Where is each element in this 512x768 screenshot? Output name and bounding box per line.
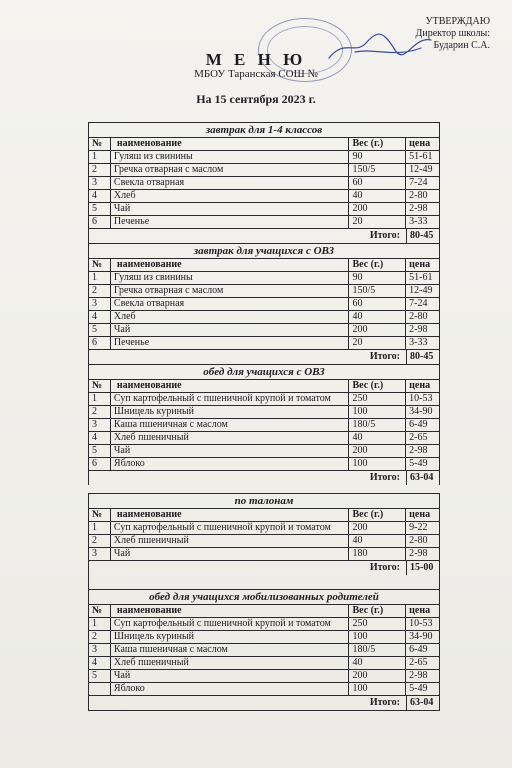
- dish-name: Каша пшеничная с маслом: [111, 419, 350, 431]
- section-total: [89, 696, 439, 710]
- dish-weight: 200: [349, 203, 406, 215]
- table-row: [89, 203, 439, 216]
- row-num: 1: [89, 272, 111, 284]
- dish-weight: 200: [349, 670, 406, 682]
- header-weight: Вес (г.): [349, 259, 406, 271]
- header-name: наименование: [111, 605, 350, 617]
- header-weight: Вес (г.): [349, 138, 406, 150]
- dish-price: 3-33: [409, 337, 428, 348]
- total-value: 15-00: [406, 561, 439, 575]
- menu-section: [88, 493, 440, 575]
- row-num: 2: [89, 631, 111, 643]
- dish-weight: 60: [349, 177, 406, 189]
- header-price: цена: [409, 605, 431, 616]
- table-row: [89, 272, 439, 285]
- table-row: [89, 419, 439, 432]
- header-num: №: [89, 259, 111, 271]
- dish-price: 6-49: [409, 644, 428, 655]
- row-num: 4: [89, 657, 111, 669]
- dish-weight: 40: [349, 311, 406, 323]
- table-row: [89, 393, 439, 406]
- table-header-row: [89, 605, 439, 618]
- dish-name: Чай: [111, 548, 350, 560]
- dish-price: 2-80: [409, 190, 428, 201]
- dish-price: 2-98: [409, 324, 428, 335]
- dish-weight: 40: [349, 190, 406, 202]
- section-title: обед для учащихся мобилизованных родителей: [89, 590, 439, 605]
- row-num: 4: [89, 190, 111, 202]
- dish-name: Чай: [111, 670, 350, 682]
- table-header-row: [89, 509, 439, 522]
- header-weight: Вес (г.): [349, 605, 406, 617]
- table-header-row: [89, 138, 439, 151]
- dish-weight: 150/5: [349, 285, 406, 297]
- dish-weight: 200: [349, 324, 406, 336]
- table-row: [89, 151, 439, 164]
- dish-price: 7-24: [409, 298, 428, 309]
- row-num: 1: [89, 522, 111, 534]
- table-row: [89, 657, 439, 670]
- dish-weight: 100: [349, 406, 406, 418]
- dish-name: Хлеб пшеничный: [111, 432, 350, 444]
- table-row: [89, 618, 439, 631]
- total-value: 63-04: [406, 471, 439, 485]
- section-gap: [88, 575, 440, 589]
- header-num: №: [89, 605, 111, 617]
- dish-weight: 90: [349, 272, 406, 284]
- table-row: [89, 298, 439, 311]
- approval-title: УТВЕРЖДАЮ: [425, 16, 490, 27]
- row-num: 4: [89, 311, 111, 323]
- table-row: [89, 535, 439, 548]
- table-row: [89, 324, 439, 337]
- table-row: [89, 522, 439, 535]
- table-row: [89, 631, 439, 644]
- dish-name: Шницель куриный: [111, 406, 350, 418]
- header-price: цена: [409, 509, 431, 520]
- dish-price: 2-65: [409, 657, 428, 668]
- dish-price: 5-49: [409, 458, 428, 469]
- dish-weight: 100: [349, 631, 406, 643]
- dish-name: Яблоко: [111, 683, 350, 695]
- dish-weight: 90: [349, 151, 406, 163]
- total-label: Итого:: [369, 562, 400, 573]
- section-total: [89, 350, 439, 364]
- header-num: №: [89, 509, 111, 521]
- header-name: наименование: [111, 380, 350, 392]
- row-num: 3: [89, 644, 111, 656]
- header-price: цена: [409, 380, 431, 391]
- menu-section: [88, 122, 440, 243]
- dish-name: Каша пшеничная с маслом: [111, 644, 350, 656]
- dish-name: Печенье: [111, 337, 350, 349]
- row-num: 3: [89, 177, 111, 189]
- dish-name: Шницель куриный: [111, 631, 350, 643]
- dish-weight: 20: [349, 216, 406, 228]
- approval-block: [416, 16, 490, 52]
- table-row: [89, 406, 439, 419]
- dish-price: 2-80: [409, 535, 428, 546]
- header-weight: Вес (г.): [349, 380, 406, 392]
- dish-price: 3-33: [409, 216, 428, 227]
- table-row: [89, 190, 439, 203]
- dish-weight: 60: [349, 298, 406, 310]
- menu-section: [88, 364, 440, 485]
- dish-weight: 40: [349, 535, 406, 547]
- dish-name: Печенье: [111, 216, 350, 228]
- dish-name: Хлеб: [111, 311, 350, 323]
- row-num: 6: [89, 458, 111, 470]
- header-price: цена: [409, 138, 431, 149]
- total-value: 63-04: [406, 696, 439, 710]
- dish-weight: 20: [349, 337, 406, 349]
- dish-weight: 40: [349, 657, 406, 669]
- menu-section: [88, 589, 440, 711]
- total-label: Итого:: [369, 351, 400, 362]
- table-row: [89, 216, 439, 229]
- dish-name: Свекла отварная: [111, 298, 350, 310]
- dish-weight: 180/5: [349, 644, 406, 656]
- row-num: 3: [89, 298, 111, 310]
- table-header-row: [89, 259, 439, 272]
- row-num: 3: [89, 548, 111, 560]
- approval-position: Директор школы:: [415, 28, 490, 39]
- table-row: [89, 683, 439, 696]
- header-name: наименование: [111, 509, 350, 521]
- dish-price: 10-53: [409, 618, 433, 629]
- dish-name: Хлеб пшеничный: [111, 657, 350, 669]
- dish-price: 2-98: [409, 203, 428, 214]
- dish-name: Хлеб пшеничный: [111, 535, 350, 547]
- table-row: [89, 458, 439, 471]
- row-num: 5: [89, 670, 111, 682]
- dish-price: 2-98: [409, 548, 428, 559]
- dish-weight: 200: [349, 522, 406, 534]
- dish-name: Чай: [111, 445, 350, 457]
- row-num: 6: [89, 337, 111, 349]
- section-total: [89, 561, 439, 575]
- header-price: цена: [409, 259, 431, 270]
- dish-name: Гуляш из свинины: [111, 272, 350, 284]
- dish-name: Суп картофельный с пшеничной крупой и томатом: [111, 393, 350, 405]
- table-row: [89, 445, 439, 458]
- dish-name: Суп картофельный с пшеничной крупой и томатом: [111, 618, 350, 630]
- total-label: Итого:: [369, 472, 400, 483]
- row-num: 1: [89, 151, 111, 163]
- row-num: 1: [89, 393, 111, 405]
- total-label: Итого:: [369, 697, 400, 708]
- dish-price: 2-98: [409, 445, 428, 456]
- menu-table: [88, 122, 440, 711]
- dish-price: 51-61: [409, 151, 433, 162]
- page-title: М Е Н Ю: [205, 50, 307, 69]
- dish-name: Хлеб: [111, 190, 350, 202]
- school-name: МБОУ Таранская СОШ №: [194, 68, 318, 80]
- dish-weight: 180/5: [349, 419, 406, 431]
- dish-price: 5-49: [409, 683, 428, 694]
- dish-price: 6-49: [409, 419, 428, 430]
- dish-price: 34-90: [409, 406, 433, 417]
- row-num: 6: [89, 216, 111, 228]
- dish-weight: 180: [349, 548, 406, 560]
- dish-weight: 40: [349, 432, 406, 444]
- section-title: завтрак для 1-4 классов: [89, 123, 439, 138]
- section-title: завтрак для учащихся с ОВЗ: [89, 244, 439, 259]
- dish-name: Гуляш из свинины: [111, 151, 350, 163]
- header-name: наименование: [111, 259, 350, 271]
- dish-weight: 200: [349, 445, 406, 457]
- row-num: 3: [89, 419, 111, 431]
- table-row: [89, 548, 439, 561]
- table-header-row: [89, 380, 439, 393]
- dish-price: 7-24: [409, 177, 428, 188]
- section-gap: [88, 485, 440, 493]
- header-name: наименование: [111, 138, 350, 150]
- dish-price: 51-61: [409, 272, 433, 283]
- table-row: [89, 311, 439, 324]
- header-num: №: [89, 380, 111, 392]
- section-title: обед для учащихся с ОВЗ: [89, 365, 439, 380]
- dish-price: 10-53: [409, 393, 433, 404]
- table-row: [89, 432, 439, 445]
- menu-date: На 15 сентября 2023 г.: [196, 92, 316, 106]
- section-total: [89, 471, 439, 485]
- row-num: [89, 683, 111, 695]
- dish-price: 34-90: [409, 631, 433, 642]
- dish-weight: 250: [349, 618, 406, 630]
- dish-weight: 150/5: [349, 164, 406, 176]
- dish-name: Чай: [111, 203, 350, 215]
- row-num: 1: [89, 618, 111, 630]
- dish-price: 2-98: [409, 670, 428, 681]
- dish-name: Яблоко: [111, 458, 350, 470]
- dish-name: Свекла отварная: [111, 177, 350, 189]
- row-num: 5: [89, 445, 111, 457]
- approval-name: Бударин С.А.: [433, 40, 490, 51]
- dish-name: Гречка отварная с маслом: [111, 285, 350, 297]
- table-row: [89, 164, 439, 177]
- dish-weight: 100: [349, 683, 406, 695]
- header-weight: Вес (г.): [349, 509, 406, 521]
- menu-section: [88, 243, 440, 364]
- dish-name: Суп картофельный с пшеничной крупой и томатом: [111, 522, 350, 534]
- row-num: 2: [89, 285, 111, 297]
- dish-price: 2-80: [409, 311, 428, 322]
- row-num: 5: [89, 203, 111, 215]
- total-value: 80-45: [406, 350, 439, 364]
- header-num: №: [89, 138, 111, 150]
- row-num: 2: [89, 164, 111, 176]
- section-title: по талонам: [89, 494, 439, 509]
- dish-name: Чай: [111, 324, 350, 336]
- row-num: 4: [89, 432, 111, 444]
- table-row: [89, 177, 439, 190]
- table-row: [89, 285, 439, 298]
- table-row: [89, 670, 439, 683]
- row-num: 2: [89, 535, 111, 547]
- row-num: 5: [89, 324, 111, 336]
- dish-price: 2-65: [409, 432, 428, 443]
- total-value: 80-45: [406, 229, 439, 243]
- table-row: [89, 337, 439, 350]
- section-total: [89, 229, 439, 243]
- dish-price: 12-49: [409, 164, 433, 175]
- dish-name: Гречка отварная с маслом: [111, 164, 350, 176]
- total-label: Итого:: [369, 230, 400, 241]
- dish-weight: 100: [349, 458, 406, 470]
- dish-weight: 250: [349, 393, 406, 405]
- dish-price: 9-22: [409, 522, 428, 533]
- dish-price: 12-49: [409, 285, 433, 296]
- row-num: 2: [89, 406, 111, 418]
- table-row: [89, 644, 439, 657]
